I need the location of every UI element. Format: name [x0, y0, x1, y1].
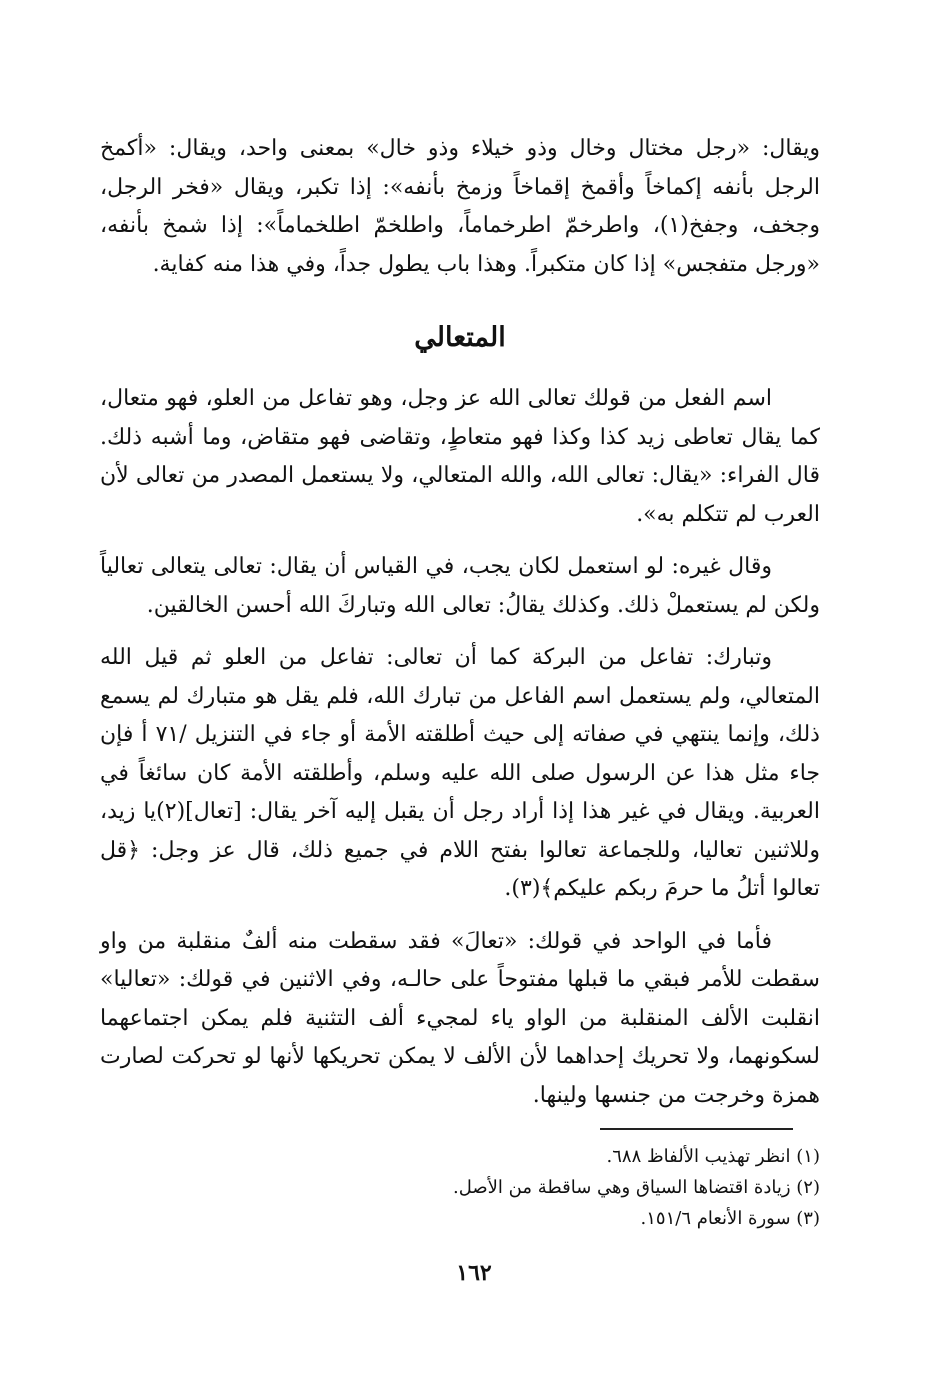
page-number: ١٦٢ [456, 1260, 492, 1286]
footnote-3: (٣) سورة الأنعام ١٥١/٦. [640, 1208, 820, 1229]
paragraph-4: فأما في الواحد في قولك: «تعالَ» فقد سقطت منه ألفٌ منقلبة من واو سقطت للأمر فبقي ما قبلها مفتوحاً على حالـه، وفي الاثنين في قولك: «تعاليا» انقلبت الألف المنقلبة من الواو ياء لمجيء ألف التثنية فلم يمكن اجتماعهما لسكونهما، ولا تحريك إحداهما لأن الألف لا يمكن تحريكها لأنها لو تحركت لصارت همزة وخرجت من جنسها ولينها. [100, 928, 820, 1108]
intro-paragraph: ويقال: «رجل مختال وخال وذو خيلاء وذو خال» بمعنى واحد، ويقال: «أكمخ الرجل بأنفه إكماخاً وأقمخ إقماخاً وزمخ بأنفه»: إذا تكبر، ويقال «فخر الرجل، وجخف، وجفخ(١)، واطرخمّ اطرخماماً، واطلخمّ اطلخماماً»: إذا شمخ بأنفه، «ورجل متفجس» إذا كان متكبراً. وهذا باب يطول جداً، وفي هذا منه كفاية. [100, 136, 820, 277]
page-body [100, 130, 820, 1115]
footnote-2: (٢) زيادة اقتضاها السياق وهي ساقطة من الأصل. [453, 1177, 820, 1198]
paragraph-2: وقال غيره: لو استعمل لكان يجب، في القياس أن يقال: تعالى يتعالى تعالياً ولكن لم يستعملْ ذلك. وكذلك يقالُ: تعالى الله وتباركَ الله أحسن الخالقين. [100, 554, 820, 618]
paragraph-3: وتبارك: تفاعل من البركة كما أن تعالى: تفاعل من العلو ثم قيل الله المتعالي، ولم يستعمل اسم الفاعل من تبارك الله، فلم يقل هو متبارك لم يسمع ذلك، وإنما ينتهي في صفاته إلى حيث أطلقته الأمة أو جاء في التنزيل /٧١ أ فإن جاء مثل هذا عن الرسول صلى الله عليه وسلم، وأطلقته الأمة كان سائغاً في العربية. ويقال في غير هذا إذا أراد رجل أن يقبل إليه آخر يقال: [تعال](٢)يا زيد، وللاثنين تعاليا، وللجماعة تعالوا بفتح اللام في جميع ذلك، قال عز وجل: ﴿قل تعالوا أتلُ ما حرمَ ربكم عليكم﴾(٣). [100, 645, 820, 901]
footnote-1: (١) انظر تهذيب الألفاظ ٦٨٨. [606, 1146, 820, 1167]
section-heading: المتعالي [414, 322, 506, 353]
paragraph-1: اسم الفعل من قولك تعالى الله عز وجل، وهو تفاعل من العلو، فهو متعال، كما يقال تعاطى زيد كذا وكذا فهو متعاطٍ، وتقاضى فهو متقاض، وما أشبه ذلك. قال الفراء: «يقال: تعالى الله، والله المتعالي، ولا يستعمل المصدر من تعالى لأن العرب لم تتكلم به». [100, 386, 820, 527]
footnote-divider [600, 1128, 793, 1130]
footnotes [220, 1141, 820, 1234]
